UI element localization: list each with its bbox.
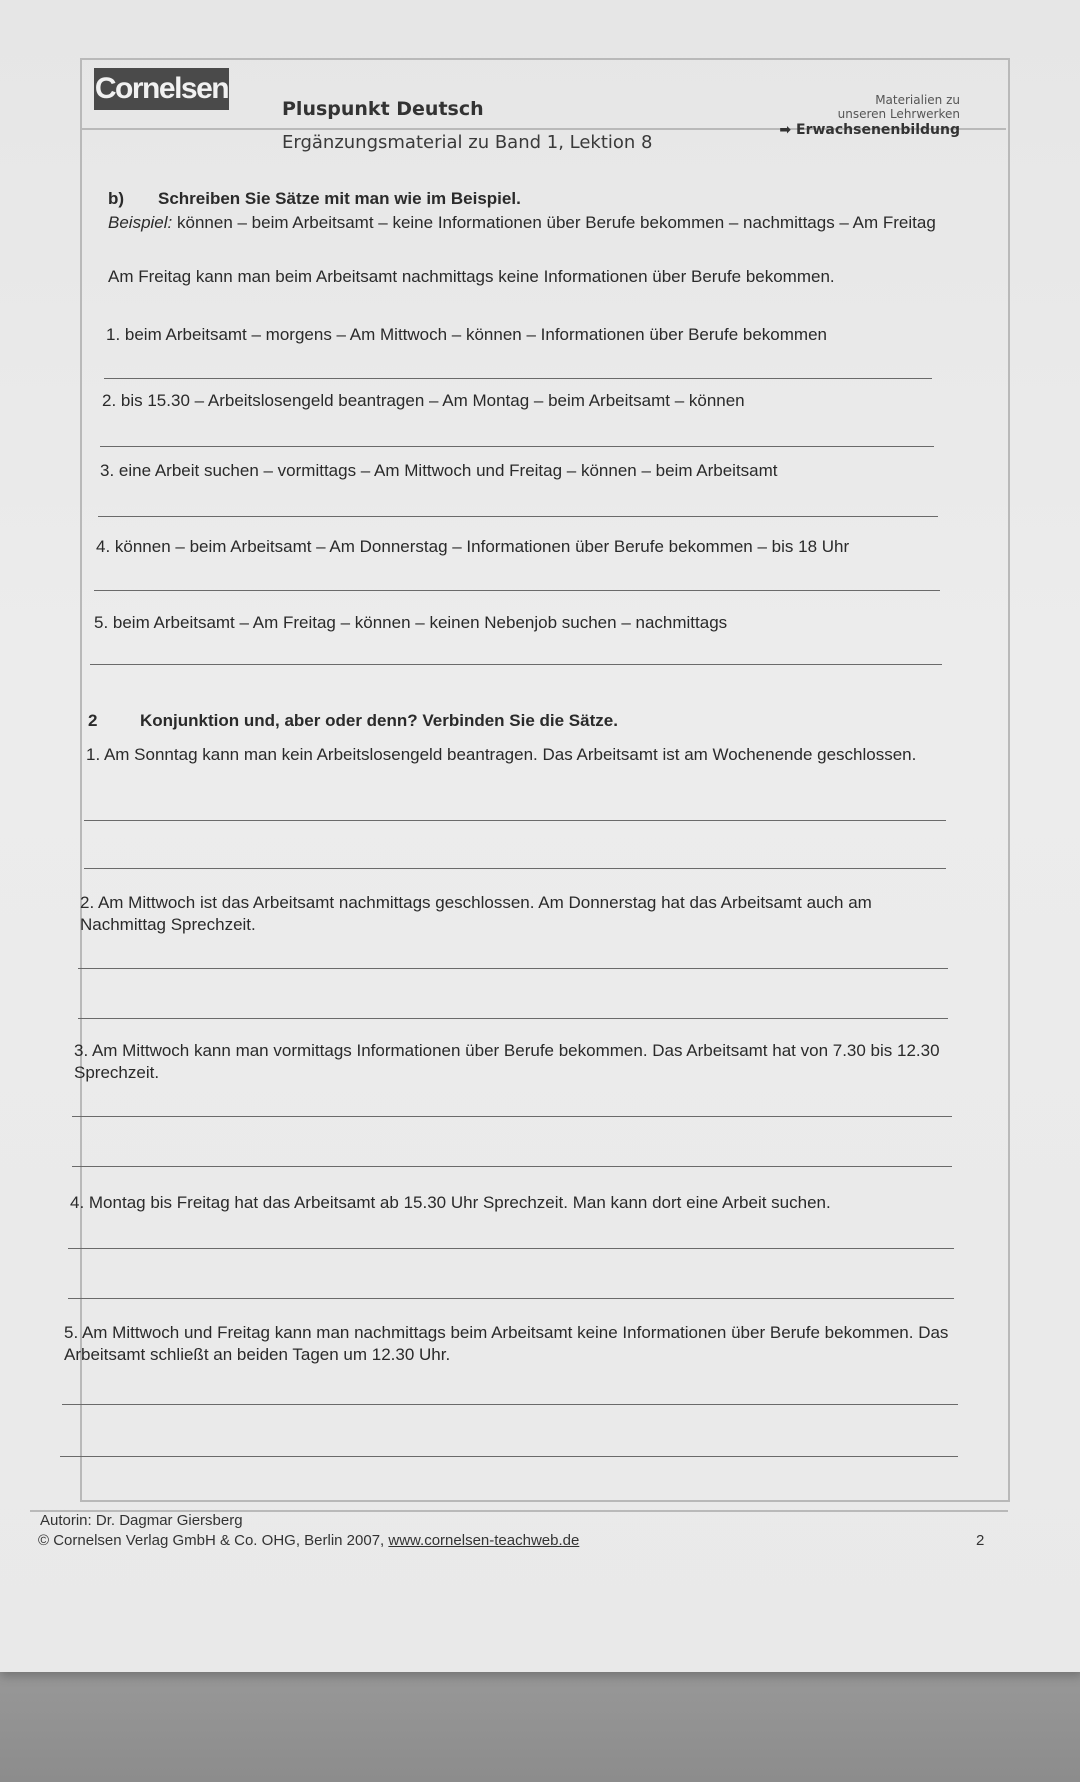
book-title: Pluspunkt Deutsch xyxy=(282,98,484,120)
answer-line[interactable] xyxy=(60,1456,958,1457)
exercise-b-item-3: 3. eine Arbeit suchen – vormittags – Am Mittwoch und Freitag – können – beim Arbeitsamt xyxy=(100,461,778,480)
answer-line[interactable] xyxy=(94,590,940,591)
exercise-b-heading: Schreiben Sie Sätze mit man wie im Beispiel. xyxy=(158,189,521,208)
exercise-2-item-4: 4. Montag bis Freitag hat das Arbeitsamt ab 15.30 Uhr Sprechzeit. Man kann dort eine Arbeit suchen. xyxy=(70,1193,831,1212)
exercise-2-heading: Konjunktion und, aber oder denn? Verbinden Sie die Sätze. xyxy=(140,711,618,730)
cornelsen-logo: Cornelsen xyxy=(94,68,229,110)
exercise-2-item-1: 1. Am Sonntag kann man kein Arbeitslosengeld beantragen. Das Arbeitsamt ist am Wochenende geschlossen. xyxy=(86,745,917,764)
author-line: Autorin: Dr. Dagmar Giersberg xyxy=(40,1512,243,1529)
book-subtitle: Ergänzungsmaterial zu Band 1, Lektion 8 xyxy=(282,132,653,153)
example-prompt: können – beim Arbeitsamt – keine Informationen über Berufe bekommen – nachmittags – Am Freitag xyxy=(177,213,936,232)
example-label: Beispiel: xyxy=(108,213,173,232)
copyright-line xyxy=(38,1532,579,1549)
example-block xyxy=(108,212,938,234)
page-number: 2 xyxy=(976,1532,985,1549)
exercise-2-number: 2 xyxy=(88,711,98,730)
exercise-b-label: b) xyxy=(108,189,125,208)
exercise-2-item-2: 2. Am Mittwoch ist das Arbeitsamt nachmittags geschlossen. Am Donnerstag hat das Arbeitsamt auch am Nachmittag Sprechzeit. xyxy=(80,893,872,934)
answer-line[interactable] xyxy=(72,1116,952,1117)
exercise-b-item-5: 5. beim Arbeitsamt – Am Freitag – können – keinen Nebenjob suchen – nachmittags xyxy=(94,613,728,632)
answer-line[interactable] xyxy=(84,868,946,869)
answer-line[interactable] xyxy=(100,446,934,447)
answer-line[interactable] xyxy=(68,1248,954,1249)
answer-line[interactable] xyxy=(78,968,948,969)
copyright-text: © Cornelsen Verlag GmbH & Co. OHG, Berlin 2007, xyxy=(38,1532,389,1549)
example-answer: Am Freitag kann man beim Arbeitsamt nachmittags keine Informationen über Berufe bekommen. xyxy=(108,267,835,286)
answer-line[interactable] xyxy=(84,820,946,821)
materials-label-2: unseren Lehrwerken xyxy=(837,107,960,121)
answer-line[interactable] xyxy=(98,516,938,517)
exercise-2-item-5: 5. Am Mittwoch und Freitag kann man nachmittags beim Arbeitsamt keine Informationen über Berufe bekommen. Das Arbeitsamt schließt an beiden Tagen um 12.30 Uhr. xyxy=(64,1323,949,1364)
answer-line[interactable] xyxy=(68,1298,954,1299)
materials-label: Materialien zu xyxy=(875,93,960,107)
exercise-b-item-2: 2. bis 15.30 – Arbeitslosengeld beantragen – Am Montag – beim Arbeitsamt – können xyxy=(102,391,745,410)
exercise-2-item-3: 3. Am Mittwoch kann man vormittags Informationen über Berufe bekommen. Das Arbeitsamt hat von 7.30 bis 12.30 Sprechzeit. xyxy=(74,1041,940,1082)
answer-line[interactable] xyxy=(78,1018,948,1019)
answer-line[interactable] xyxy=(62,1404,958,1405)
teachweb-link[interactable]: www.cornelsen-teachweb.de xyxy=(388,1532,580,1549)
answer-line[interactable] xyxy=(72,1166,952,1167)
exercise-b-item-4: 4. können – beim Arbeitsamt – Am Donnerstag – Informationen über Berufe bekommen – bis 18 Uhr xyxy=(96,537,850,556)
answer-line[interactable] xyxy=(104,378,932,379)
adult-education-label: ➡ Erwachsenenbildung xyxy=(779,122,960,138)
answer-line[interactable] xyxy=(90,664,942,665)
exercise-b-item-1: 1. beim Arbeitsamt – morgens – Am Mittwoch – können – Informationen über Berufe bekommen xyxy=(106,325,827,344)
